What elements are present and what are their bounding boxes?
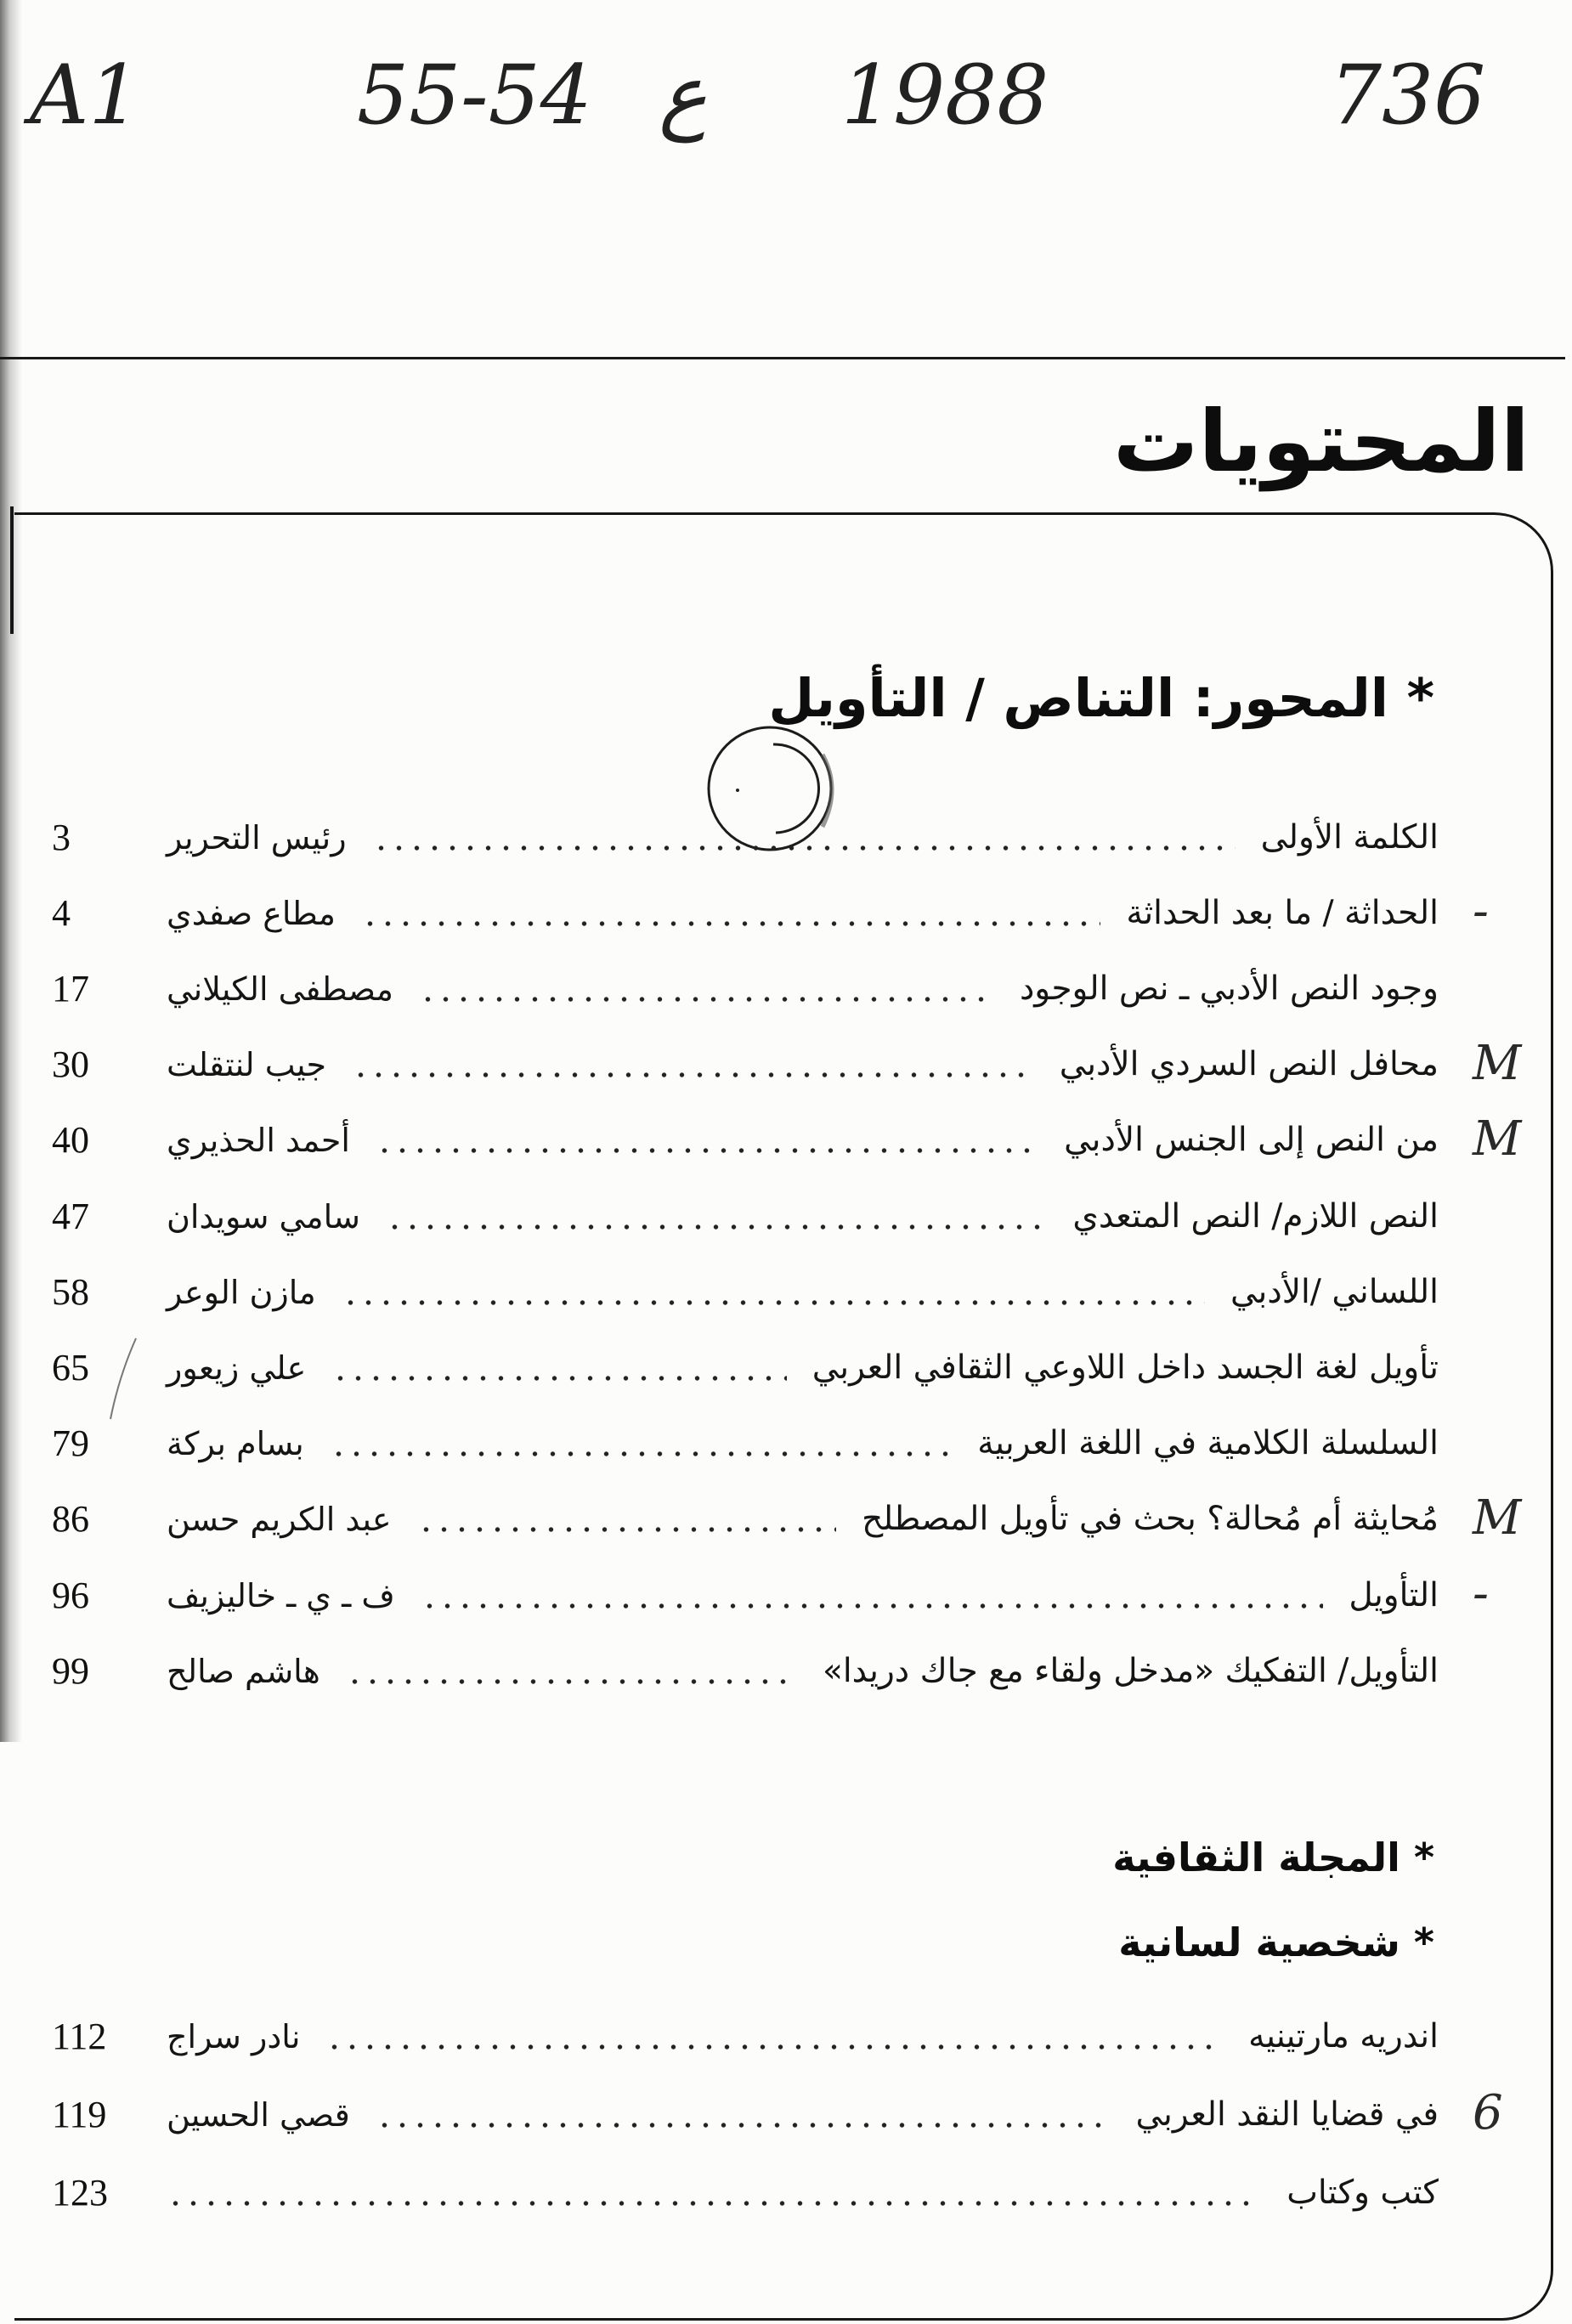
- dot-leader: [346, 1657, 797, 1686]
- page-number: 123: [52, 2171, 108, 2214]
- entry-title: السلسلة الكلامية في اللغة العربية: [977, 1424, 1439, 1463]
- dot-leader: [386, 1202, 1047, 1231]
- entry-title: التأويل/ التفكيك «مدخل ولقاء مع جاك دريدا»: [822, 1651, 1439, 1690]
- toc-entry: [52, 1103, 1522, 1179]
- author-name: أحمد الحذيري: [167, 1122, 350, 1160]
- entry-title: مُحايثة أم مُحالة؟ بحث في تأويل المصطلح: [862, 1500, 1439, 1539]
- dot-leader: [361, 899, 1100, 928]
- toc-entry: [52, 1558, 1489, 1633]
- margin-mark: M: [1473, 1490, 1522, 1546]
- dot-leader: [167, 2179, 1261, 2208]
- handwritten-ref: A1: [30, 48, 141, 143]
- toc-entry: [52, 1482, 1522, 1558]
- dot-leader: [325, 2022, 1223, 2051]
- author-name: نادر سراج: [167, 2017, 301, 2055]
- dot-leader: [342, 1278, 1205, 1307]
- margin-mark: -: [1473, 1566, 1489, 1621]
- toc-entry: [52, 1999, 1439, 2074]
- toc-entry: [52, 1179, 1439, 1254]
- toc-entry: [52, 2077, 1503, 2152]
- handwritten-year: 1988: [841, 48, 1049, 143]
- dot-leader: [352, 1050, 1034, 1079]
- page-title: المحتويات: [1112, 392, 1530, 491]
- section-heading-main: * المحور: التناص / التأويل: [768, 667, 1434, 729]
- author-name: بسام بركة: [167, 1425, 304, 1463]
- page-number: 96: [52, 1574, 89, 1616]
- entry-title: اللساني /الأدبي: [1230, 1272, 1439, 1311]
- handwritten-letter: ع: [659, 48, 708, 143]
- page-number: 119: [52, 2093, 107, 2135]
- toc-entry: [52, 1254, 1439, 1330]
- page-number: 30: [52, 1043, 89, 1086]
- entry-title: اندريه مارتينيه: [1248, 2016, 1439, 2055]
- page-number: 40: [52, 1119, 89, 1162]
- author-name: مصطفى الكيلاني: [167, 970, 393, 1008]
- entry-title: التأويل: [1349, 1575, 1439, 1614]
- page-number: 99: [52, 1649, 89, 1692]
- author-name: جيب لنتقلت: [167, 1046, 326, 1084]
- pencil-stroke: [102, 1334, 153, 1428]
- toc-entry: [52, 2155, 1439, 2231]
- header-rule: [0, 357, 1565, 359]
- dot-leader: [421, 1581, 1324, 1610]
- entry-title: محافل النص السردي الأدبي: [1059, 1045, 1439, 1084]
- page-number: 86: [52, 1498, 89, 1541]
- frame-left-edge: [10, 506, 14, 634]
- entry-title: الحداثة / ما بعد الحداثة: [1126, 893, 1439, 932]
- entry-title: كتب وكتاب: [1286, 2173, 1439, 2212]
- dot-leader: [331, 1354, 787, 1383]
- entry-title: النص اللازم/ النص المتعدي: [1072, 1196, 1439, 1236]
- toc-entry: [52, 800, 1439, 875]
- dot-leader: [376, 1126, 1038, 1155]
- dot-leader: [417, 1505, 837, 1534]
- author-name: هاشم صالح: [167, 1652, 320, 1690]
- section-heading-linguist: * شخصية لسانية: [1118, 1920, 1434, 1965]
- author-name: رئيس التحرير: [167, 818, 347, 857]
- page-number: 17: [52, 967, 89, 1009]
- margin-mark: -: [1473, 884, 1489, 940]
- author-name: مطاع صفدي: [167, 894, 336, 932]
- toc-entry: [52, 1406, 1439, 1482]
- page-number: 65: [52, 1346, 89, 1388]
- handwritten-issue: 55-54: [357, 48, 592, 143]
- toc-entry: [52, 875, 1489, 951]
- author-name: عبد الكريم حسن: [167, 1501, 392, 1539]
- page-number: 112: [52, 2015, 107, 2057]
- dot-leader: [330, 1429, 953, 1458]
- entry-title: الكلمة الأولى: [1260, 817, 1439, 857]
- section-heading-culture: * المجلة الثقافية: [1112, 1835, 1434, 1880]
- toc-entry: [52, 1633, 1439, 1709]
- entry-title: تأويل لغة الجسد داخل اللاوعي الثقافي العربي: [811, 1348, 1439, 1387]
- entry-title: وجود النص الأدبي ـ نص الوجود: [1019, 969, 1439, 1008]
- handwritten-number: 736: [1330, 48, 1486, 143]
- author-name: قصي الحسين: [167, 2095, 350, 2134]
- page-number: 79: [52, 1422, 89, 1465]
- author-name: مازن الوعر: [167, 1273, 316, 1311]
- entry-title: في قضايا النقد العربي: [1135, 2095, 1439, 2134]
- toc-entry: [52, 1330, 1439, 1405]
- margin-mark: M: [1473, 1111, 1522, 1167]
- page-number: 58: [52, 1270, 89, 1313]
- author-name: علي زيعور: [167, 1349, 307, 1387]
- page-number: 4: [52, 891, 71, 934]
- author-name: سامي سويدان: [167, 1197, 360, 1236]
- entry-title: من النص إلى الجنس الأدبي: [1064, 1121, 1439, 1160]
- margin-mark: M: [1473, 1035, 1522, 1091]
- margin-mark: 6: [1473, 2085, 1503, 2140]
- toc-entry: [52, 1027, 1522, 1103]
- page-number: 3: [52, 816, 71, 858]
- dot-leader: [419, 975, 994, 1004]
- dot-leader: [372, 823, 1236, 852]
- author-name: ف ـ ي ـ خاليزيف: [167, 1576, 395, 1614]
- page-number: 47: [52, 1195, 89, 1237]
- toc-entry: [52, 951, 1439, 1026]
- dot-leader: [376, 2101, 1111, 2129]
